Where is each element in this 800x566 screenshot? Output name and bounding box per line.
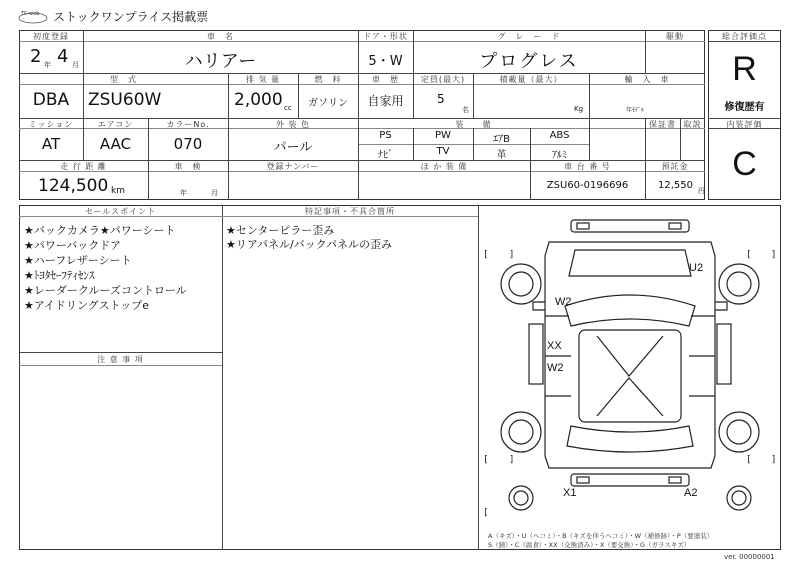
mileage-unit: km [111, 186, 125, 196]
mileage: 124,500 [38, 176, 109, 196]
bracket-close: ] [771, 250, 777, 260]
damage-legend-line2: S（錆）・C（腐食）・XX（交換済み）・X（要交換）・G（ガラスキズ） [488, 541, 691, 549]
label-equipment: 装 備 [455, 120, 492, 129]
logo-text: TC-web [21, 11, 40, 17]
equip-navi: ﾅﾋﾞ [378, 150, 393, 161]
label-door-shape: ドア・形状 [363, 32, 408, 41]
deposit-unit: 円 [698, 187, 705, 195]
label-manual: 取説 [683, 120, 702, 129]
label-other-equipment: ほ か 装 備 [420, 162, 468, 171]
deposit: 12,550 [658, 180, 693, 191]
header-logo [18, 9, 48, 21]
first-reg-month-unit: 月 [72, 61, 79, 69]
import-model-year: 年ﾓﾃﾞﾙ [626, 107, 645, 114]
label-deposit: 預託金 [661, 162, 689, 171]
equip-ps: PS [379, 130, 392, 141]
inspection-month-unit: 月 [211, 189, 218, 197]
damage-mark-a2: A2 [684, 487, 698, 499]
version-label: ver. 00000001 [724, 553, 775, 561]
label-warranty: 保証書 [649, 120, 676, 129]
sales-point-item: ★レーダークルーズコントロール [24, 284, 187, 297]
vehicle-name: ハリアー [184, 51, 257, 72]
label-mission: ミッション [28, 120, 74, 129]
label-capacity: 定員(最大) [420, 75, 466, 84]
bracket-open: [ [746, 250, 752, 260]
bracket-open: [ [483, 455, 489, 465]
label-grade: グ レ ー ド [497, 32, 561, 41]
grade: プログレス [479, 51, 579, 72]
capacity: 5 [437, 92, 445, 106]
sales-point-item: ★ﾄﾖﾀｾｰﾌﾃｨｾﾝｽ [24, 269, 95, 282]
note-item: ★リアパネル/バックパネルの歪み [226, 238, 393, 251]
mission: AT [41, 135, 61, 153]
overall-rating: R [732, 50, 757, 88]
sales-point-item: ★パワーバックドア [24, 239, 121, 252]
label-import: 輸 入 車 [624, 75, 670, 84]
label-sales-points: セールスポイント [84, 207, 157, 216]
label-inspection: 車 検 [174, 162, 202, 171]
inspection-year-unit: 年 [180, 189, 187, 197]
label-chassis-no: 車 台 番 号 [564, 162, 611, 171]
label-overall-rating: 総合評価点 [722, 32, 767, 41]
load-unit: Kg [574, 105, 584, 113]
page-title: ストックワンプライス掲載票 [53, 10, 209, 24]
equip-tv: TV [436, 146, 450, 157]
bracket-close: ] [509, 250, 515, 260]
first-reg-month: 4 [57, 46, 69, 67]
label-mileage: 走 行 距 離 [60, 162, 107, 171]
damage-mark-xx: XX [547, 340, 562, 352]
damage-mark-w2-lower: W2 [547, 362, 564, 374]
damage-legend-line1: A（キズ）・U（ヘコミ）・B（キズを伴うヘコミ）・W（補修跡）・P（要塗装） [488, 532, 714, 540]
label-notes-defects: 特記事項・不具合箇所 [305, 207, 395, 216]
label-remarks: 注 意 事 項 [97, 355, 144, 364]
fuel: ガソリン [308, 98, 348, 109]
label-aircon: エアコン [97, 120, 134, 129]
color-no: 070 [173, 135, 203, 153]
displacement: 2,000 [234, 90, 283, 110]
vehicle-history: 自家用 [367, 94, 404, 108]
displacement-unit: cc [284, 104, 292, 112]
first-reg-year-unit: 年 [44, 61, 51, 69]
interior-rating: C [732, 145, 757, 183]
sales-point-item: ★アイドリングストップe [24, 299, 149, 312]
label-fuel: 燃 料 [314, 75, 342, 84]
label-first-registration: 初度登録 [33, 32, 69, 41]
equip-airbag: ｴｱB [493, 134, 510, 145]
label-drive: 駆動 [666, 32, 684, 41]
damage-mark-w2-upper: W2 [555, 296, 572, 308]
bracket-open: [ [483, 508, 489, 518]
label-vehicle-name: 車 名 [207, 32, 234, 41]
first-reg-year: 2 [30, 46, 42, 67]
capacity-unit: 名 [462, 106, 469, 114]
model-prefix: DBA [32, 90, 70, 110]
sales-point-item: ★バックカメラ★パワーシート [24, 224, 176, 237]
exterior-color: パール [273, 140, 313, 155]
bracket-open: [ [746, 455, 752, 465]
aircon: AAC [99, 135, 132, 153]
label-load: 積載量（最大） [499, 75, 563, 84]
label-vehicle-history: 車 歴 [372, 75, 399, 84]
label-exterior-color: 外 装 色 [275, 120, 311, 129]
equip-alloy: ｱﾙﾐ [552, 150, 567, 161]
equip-leather: 革 [496, 150, 507, 161]
chassis-no: ZSU60-0196696 [546, 180, 629, 191]
label-displacement: 排 気 量 [245, 75, 281, 84]
equip-abs: ABS [549, 130, 570, 141]
label-reg-number: 登録ナンバー [266, 162, 320, 171]
damage-mark-u2: U2 [689, 262, 704, 274]
overall-rating-note: 修復歴有 [724, 102, 765, 113]
damage-mark-x1: X1 [563, 487, 577, 499]
model-code: ZSU60W [88, 90, 162, 110]
label-model: 型 式 [110, 75, 137, 84]
bracket-close: ] [771, 455, 777, 465]
equip-pw: PW [435, 130, 451, 141]
car-damage-diagram [479, 206, 780, 524]
door-shape: 5・W [368, 54, 403, 69]
bracket-open: [ [483, 250, 489, 260]
note-item: ★センターピラー歪み [226, 224, 335, 237]
bracket-close: ] [509, 455, 515, 465]
sales-point-item: ★ハーフレザーシート [24, 254, 132, 267]
label-interior-rating: 内装評価 [726, 120, 763, 129]
label-color-no: カラーNo. [166, 120, 210, 129]
